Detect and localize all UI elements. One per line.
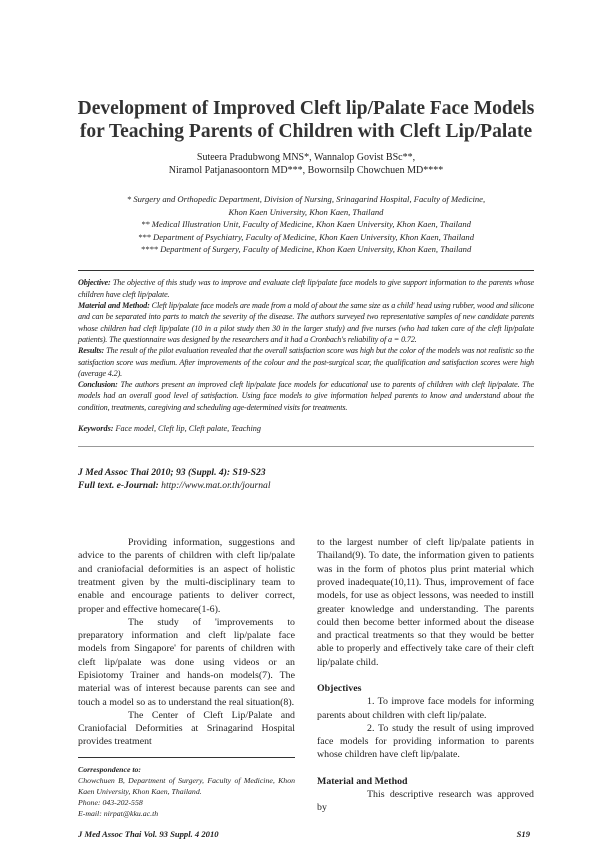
label: Correspondence to:	[78, 765, 142, 775]
body-right-column	[317, 536, 534, 819]
title-line: for Teaching Parents of Children with Cleft Lip/Palate	[79, 121, 533, 142]
label: Conclusion:	[78, 380, 118, 390]
section-heading: Objectives	[317, 683, 362, 694]
footnote	[78, 749, 295, 820]
citation-line: J Med Assoc Thai 2010; 93 (Suppl. 4): S19-S23	[78, 467, 266, 479]
abstract-results	[78, 345, 534, 379]
email: E-mail: nirpat@kku.ac.th	[78, 809, 159, 819]
authors	[78, 151, 534, 177]
paragraph: to the largest number of cleft lip/palate patients in Thailand(9). To date, the information given to patients was in the form of photos plus print material which proved inadequate(10,11). Thus, improvement of face models, for use as object lessons, was needed to instill greater knowledge and understanding. The parents could then become better informed about the disease and practical treatments so that they would be better able to properly and effectively take care of their cleft lip/palate child.	[317, 537, 534, 668]
correspondence	[78, 764, 295, 819]
affiliation: ** Medical Illustration Unit, Faculty of Medicine, Khon Kaen University, Khon Kaen, Thailand	[141, 219, 471, 230]
objective-item: 1. To improve face models for informing parents about children with cleft lip/palate.	[317, 696, 534, 721]
footnote-divider	[78, 757, 295, 759]
paper-title	[66, 97, 546, 143]
abstract-method	[78, 300, 534, 345]
paragraph: Providing information, suggestions and advice to the parents of children with cleft lip/palate and craniofacial deformities is an aspect of holistic treatment given by the multi-disciplinary team to enable and encourage patients to deliver correct, proper and effective homecare(1-6).	[78, 537, 295, 615]
abstract	[78, 277, 534, 413]
text: The result of the pilot evaluation revealed that the overall satisfaction score was high but the color of the models was not realistic so the satisfaction score was medium. After improvements of the colour and the post-surgical scar, the qualification and satisfaction scores were high (average 4.2).	[78, 346, 534, 378]
author-line: Suteera Pradubwong MNS*, Wannalop Govist BSc**,	[196, 152, 416, 163]
paragraph: The Center of Cleft Lip/Palate and Craniofacial Deformities at Srinagarind Hospital provides treatment	[78, 709, 295, 748]
keywords	[78, 423, 534, 434]
affiliation: *** Department of Psychiatry, Faculty of Medicine, Khon Kaen University, Khon Kaen, Thailand	[137, 231, 475, 242]
affiliation: Khon Kaen University, Khon Kaen, Thailand	[228, 206, 384, 217]
body-columns	[78, 536, 534, 819]
divider	[78, 446, 534, 447]
label: Objective:	[78, 278, 111, 288]
paragraph: The study of 'improvements to preparatory information and cleft lip/palate face models from Singapore' for parents of children with cleft lip/palate was done using videos or an Episiotomy Trainer and hands-on models(7). The material was of interest because parents can see and touch a model so as to understand the real situation(8).	[78, 616, 295, 708]
text: The objective of this study was to improve and evaluate cleft lip/palate face models to give support information to the parents whose children have cleft lip/palate.	[78, 278, 534, 299]
paragraph: This descriptive research was approved by	[317, 789, 534, 814]
journal-link[interactable]: http://www.mat.or.th/journal	[161, 479, 271, 491]
abstract-conclusion	[78, 379, 534, 413]
affiliation: **** Department of Surgery, Faculty of Medicine, Khon Kaen University, Khon Kaen, Thailand	[140, 244, 472, 255]
affiliations	[78, 193, 534, 256]
address: Chowchuen B, Department of Surgery, Faculty of Medicine, Khon Kaen University, Khon Kaen, Thailand.	[78, 776, 295, 797]
label: Full text. e-Journal:	[78, 479, 162, 491]
text: Face model, Cleft lip, Cleft palate, Teaching	[113, 424, 261, 434]
page-number: S19	[516, 829, 530, 840]
label: Results:	[78, 346, 105, 356]
label: Keywords:	[78, 424, 114, 434]
citation-line	[78, 480, 534, 493]
author-line: Niramol Patjanasoontorn MD***, Bowornsilp Chowchuen MD****	[168, 165, 444, 176]
section-heading: Material and Method	[317, 775, 408, 787]
text: The authors present an improved cleft lip/palate face models for educational use to parents of children with cleft lip/palate. The models had an overall good level of satisfaction. Using face models to give information helped parents to know and understand about the condition, treatments, caregiving and scheduling age-determined visits for treatments.	[78, 380, 534, 412]
abstract-objective	[78, 277, 534, 300]
page-footer	[78, 829, 530, 839]
title-line: Development of Improved Cleft lip/Palate Face Models	[77, 98, 535, 119]
phone: Phone: 043-202-558	[78, 798, 143, 808]
journal-issue: J Med Assoc Thai Vol. 93 Suppl. 4 2010	[78, 829, 219, 840]
text: Cleft lip/palate face models are made from a mold of about the same size as a child' head using rubber, wood and silicone and can be separated into parts to match the severity of the disease. The authors surveyed two representative samples of new candidate parents whose children had cleft lip/palate (10 in a pilot study then 30 in the larger study) and five nurses (who had taken care of the cleft lip/palate patients). The questionnaire was designed by the researchers and it had a Cronbach's reliability of a = 0.72.	[78, 301, 534, 344]
body-left-column	[78, 536, 295, 819]
label: Material and Method:	[78, 301, 150, 311]
objective-item: 2. To study the result of using improved face models for providing information to parents whose children have cleft lip/palate.	[317, 722, 534, 761]
citation	[78, 467, 534, 492]
affiliation: * Surgery and Orthopedic Department, Division of Nursing, Srinagarind Hospital, Faculty of Medicine,	[126, 194, 486, 204]
divider	[78, 270, 534, 272]
